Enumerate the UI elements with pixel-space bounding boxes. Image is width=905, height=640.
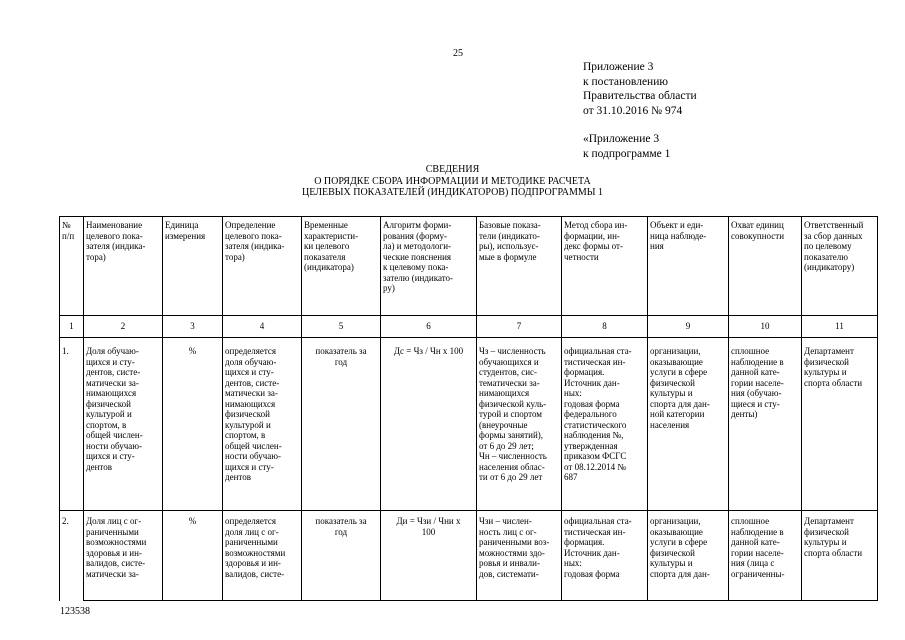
column-number-cell: 9 (648, 316, 729, 338)
column-number-cell: 7 (477, 316, 562, 338)
appendix-reference-block (583, 60, 697, 161)
appendix-spacer (583, 118, 697, 132)
row-number-cell: 1. (60, 338, 84, 511)
header-cell: Объект и еди- ница наблюде- ния (648, 217, 729, 316)
column-number-cell: 10 (729, 316, 802, 338)
table-header-row (60, 217, 878, 316)
column-number-cell: 6 (381, 316, 477, 338)
header-cell: Наименование целевого пока- зателя (индика- тора) (84, 217, 163, 316)
header-cell: Алгоритм форми- рования (форму- ла) и методологи- ческие пояснения к целевому пока- зателю (индикато- ру) (381, 217, 477, 316)
title-line: О ПОРЯДКЕ СБОРА ИНФОРМАЦИИ И МЕТОДИКЕ РАСЧЕТА (314, 175, 591, 187)
base-indicators-cell: Чз – численность обучающихся и студентов, сис- тематически за- нимающихся физической куль- турой и спортом (внеурочные формы занятий), от 6 до 29 лет; Чн – численность населения облас- ти от 6 до 29 лет (477, 338, 562, 511)
header-cell: Метод сбора ин- формации, ин- декс формы от- четности (562, 217, 648, 316)
appendix-line: Приложение 3 (583, 61, 654, 73)
column-number-cell: 3 (163, 316, 223, 338)
coverage-cell: сплошное наблюдение в данной кате- гории населе- ния (обучаю- щиеся и сту- денты) (729, 338, 802, 511)
header-cell: Единица измерения (163, 217, 223, 316)
column-number-cell: 11 (802, 316, 878, 338)
column-number-cell: 8 (562, 316, 648, 338)
observation-object-cell: организации, оказывающие услуги в сфере физической культуры и спорта для дан- (648, 511, 729, 601)
indicators-table (59, 216, 878, 601)
appendix-line: от 31.10.2016 № 974 (583, 104, 683, 117)
responsible-cell: Департамент физической культуры и спорта области (802, 338, 878, 511)
title-line: СВЕДЕНИЯ (425, 164, 480, 175)
definition-cell: определяется доля обучаю- щихся и сту- дентов, систе- матически за- нимающихся физической культурой и спортом, в общей числен- ности обучаю- щихся и сту- дентов (223, 338, 302, 511)
header-cell: Ответственный за сбор данных по целевому показателю (индикатору) (802, 217, 878, 316)
appendix-line: к постановлению (583, 75, 668, 88)
row-number-cell: 2. (60, 511, 84, 601)
header-cell: Определение целевого пока- зателя (индика- тора) (223, 217, 302, 316)
column-number-row (60, 316, 878, 338)
coverage-cell: сплошное наблюдение в данной кате- гории населе- ния (лица с ограниченны- (729, 511, 802, 601)
page-number: 25 (453, 48, 463, 59)
formula-cell: Ди = Чзи / Чни х 100 (381, 511, 477, 601)
column-number-cell: 4 (223, 316, 302, 338)
document-title (230, 164, 675, 199)
unit-cell: % (163, 338, 223, 511)
header-cell: № п/п (60, 217, 84, 316)
table-row (60, 338, 878, 511)
column-number-cell: 2 (84, 316, 163, 338)
time-characteristic-cell: показатель за год (302, 338, 381, 511)
definition-cell: определяется доля лиц с ог- раниченными возможностями здоровья и ин- валидов, систе- (223, 511, 302, 601)
indicator-name-cell: Доля лиц с ог- раниченными возможностями здоровья и ин- валидов, систе- матически за- (84, 511, 163, 601)
responsible-cell: Департамент физической культуры и спорта области (802, 511, 878, 601)
indicator-name-cell: Доля обучаю- щихся и сту- дентов, систе- матически за- нимающихся физической культурой и спортом, в общей числен- ности обучаю- щихся и сту- дентов (84, 338, 163, 511)
document-code: 123538 (60, 606, 90, 617)
column-number-cell: 1 (60, 316, 84, 338)
header-cell: Охват единиц совокупности (729, 217, 802, 316)
unit-cell: % (163, 511, 223, 601)
appendix-line: «Приложение 3 (583, 133, 660, 145)
appendix-line: Правительства области (583, 90, 697, 102)
header-cell: Базовые показа- тели (индикато- ры), использує- мые в формуле (477, 217, 562, 316)
appendix-line: к подпрограмме 1 (583, 147, 671, 160)
column-number-cell: 5 (302, 316, 381, 338)
base-indicators-cell: Чзи – числен- ность лиц с ог- раниченными воз- можностями здо- ровья и инвали- дов, системати- (477, 511, 562, 601)
collection-method-cell: официальная ста- тистическая ин- формация. Источник дан- ных: годовая форма федерального статистического наблюдения №, утвержденная приказом ФСГС от 08.12.2014 № 687 (562, 338, 648, 511)
header-cell: Временные характеристи- ки целевого показателя (индикатора) (302, 217, 381, 316)
table-row (60, 511, 878, 601)
observation-object-cell: организации, оказывающие услуги в сфере физической культуры и спорта для дан- ной категории населения (648, 338, 729, 511)
collection-method-cell: официальная ста- тистическая ин- формация. Источник дан- ных: годовая форма (562, 511, 648, 601)
formula-cell: Дс = Чз / Чн х 100 (381, 338, 477, 511)
time-characteristic-cell: показатель за год (302, 511, 381, 601)
title-line: ЦЕЛЕВЫХ ПОКАЗАТЕЛЕЙ (ИНДИКАТОРОВ) ПОДПРОГРАММЫ 1 (302, 187, 603, 198)
